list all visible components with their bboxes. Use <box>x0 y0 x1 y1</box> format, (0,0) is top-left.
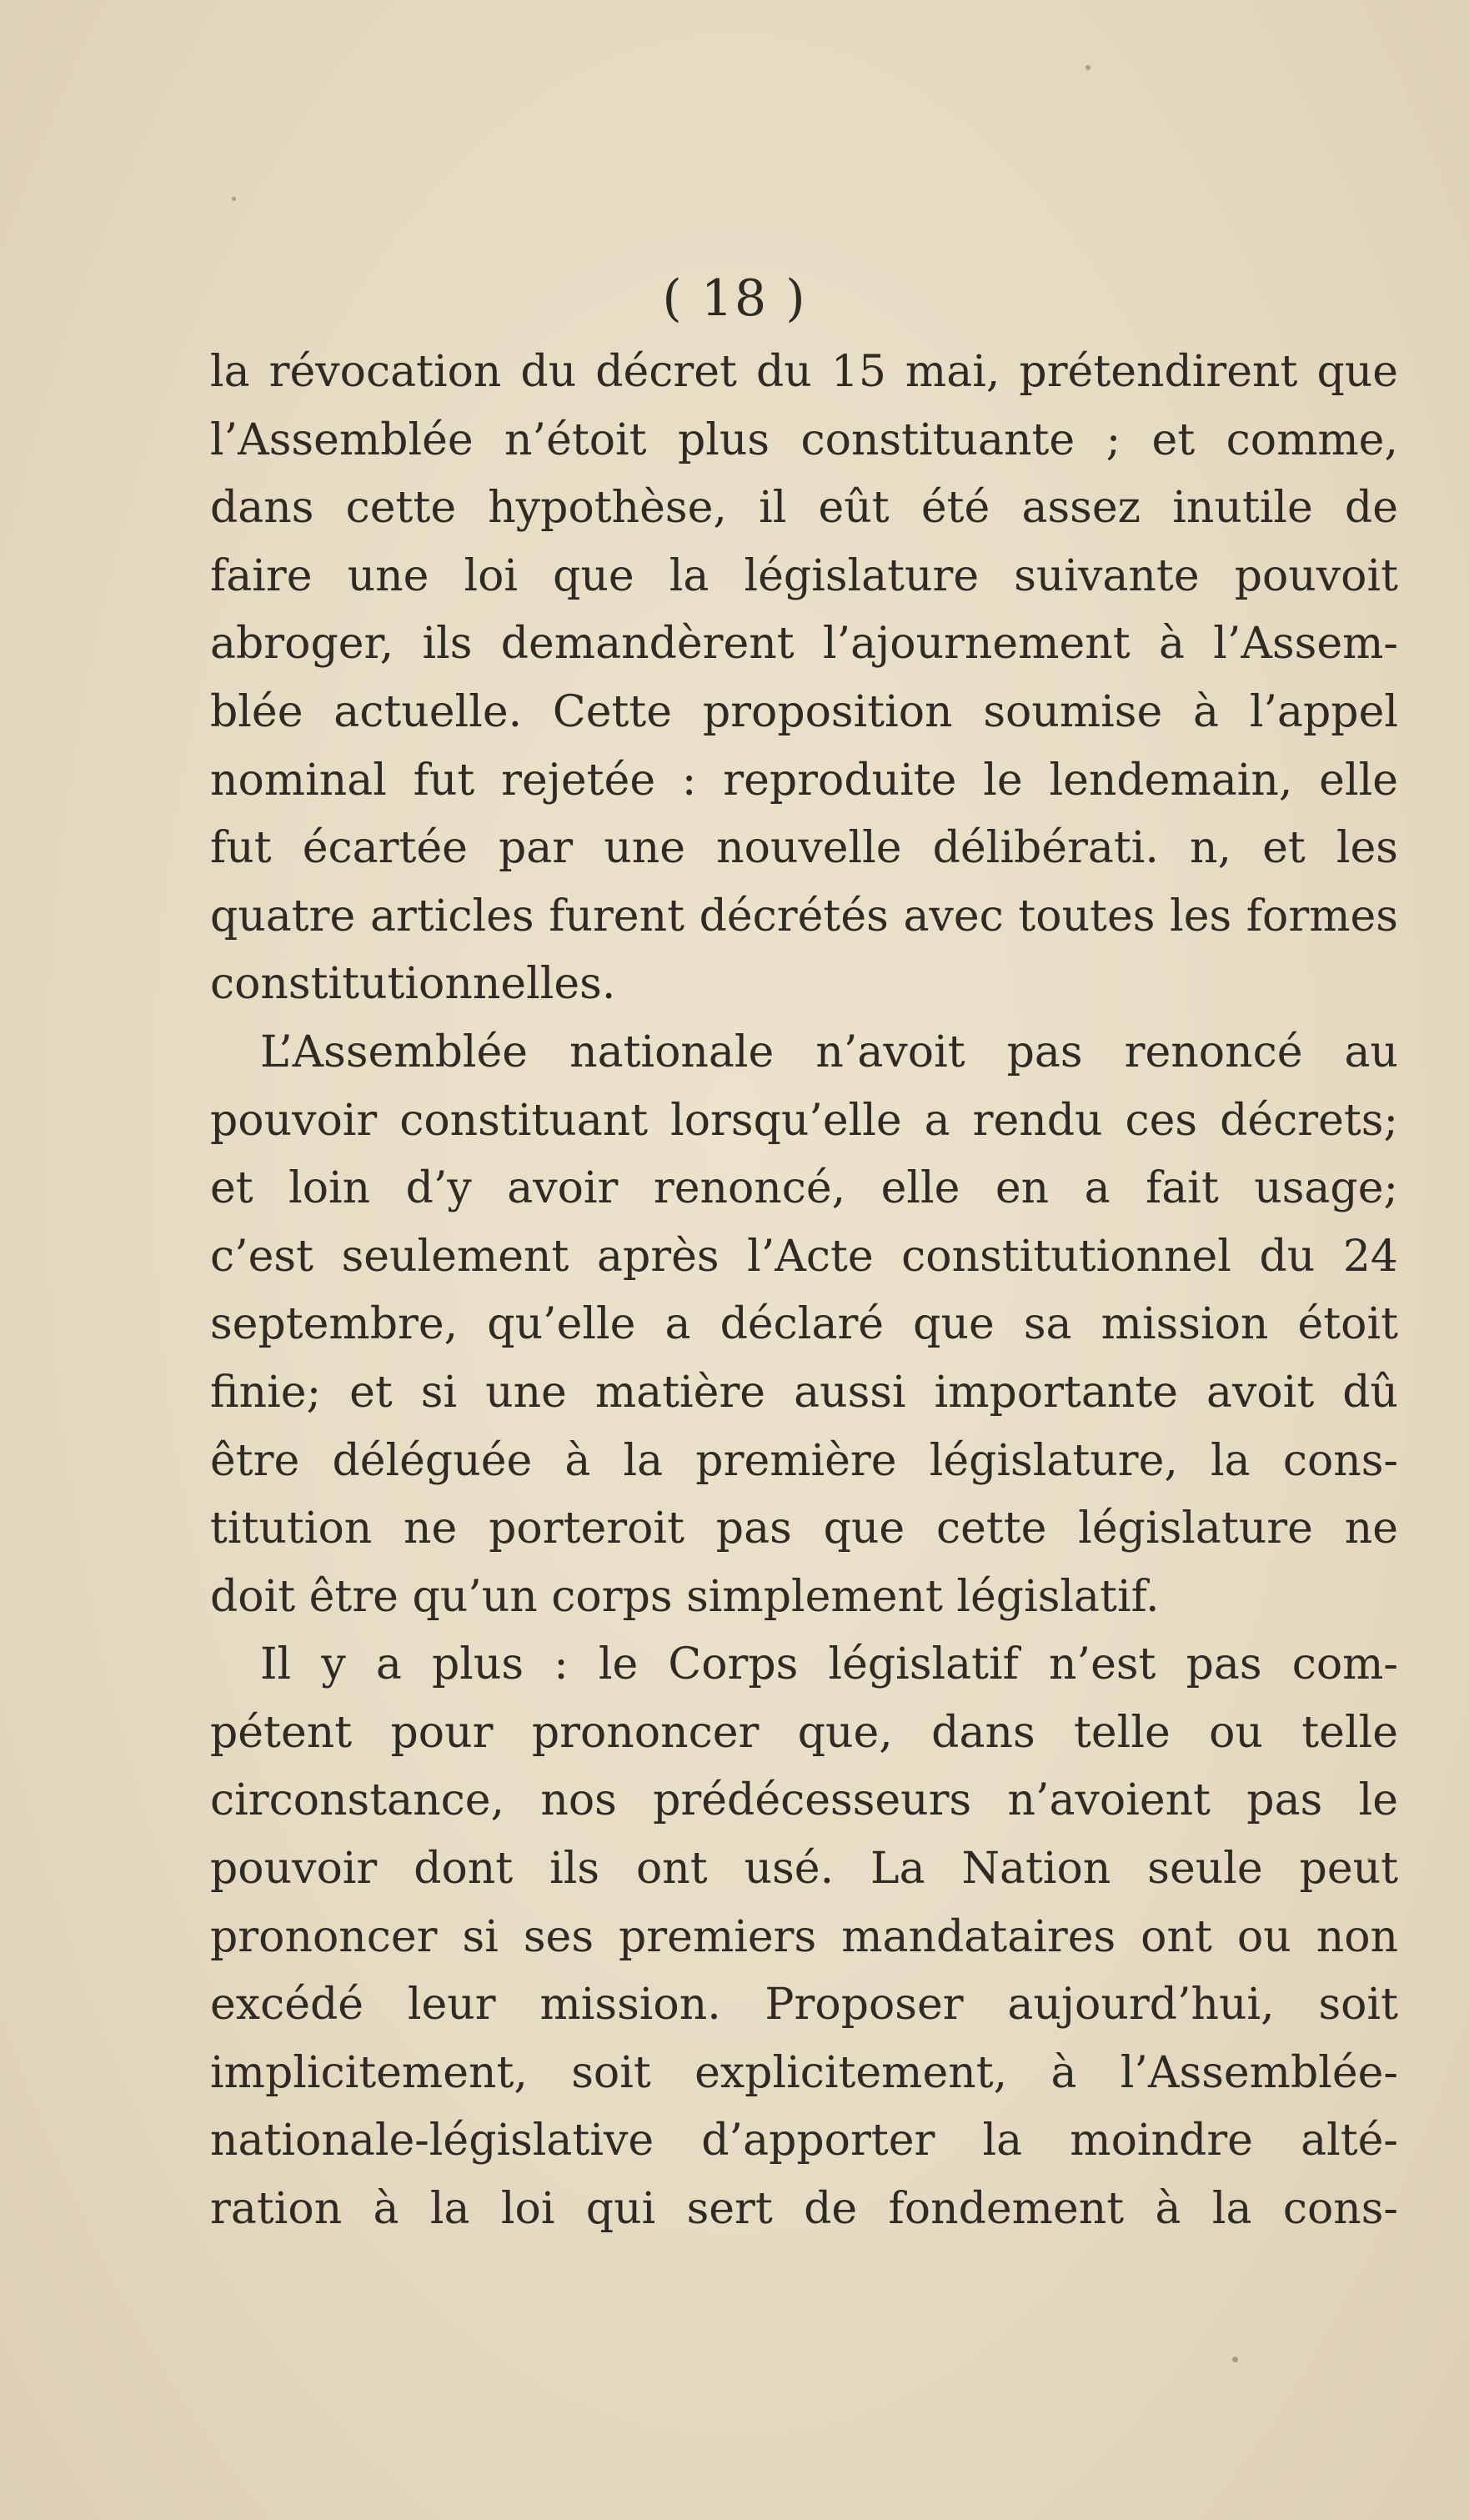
text-line: finie; et si une matière aussi importante avoit dû <box>210 1367 1398 1418</box>
text-line: doit être qu’un corps simplement législatif. <box>210 1571 1160 1622</box>
page-number: ( 18 ) <box>662 269 807 328</box>
text-line: nationale-législative d’apporter la moindre alté- <box>210 2116 1398 2166</box>
text-line: pouvoir dont ils ont usé. La Nation seule peut <box>210 1844 1398 1895</box>
ink-speck <box>1232 2357 1238 2362</box>
text-line: faire une loi que la législature suivante pouvoit <box>210 550 1398 601</box>
ink-speck <box>232 197 236 201</box>
text-line: excédé leur mission. Proposer aujourd’hui, soit <box>210 1980 1398 2031</box>
text-line: et loin d’y avoir renoncé, elle en a fait usage; <box>210 1163 1398 1214</box>
text-line: titution ne porteroit pas que cette législature ne <box>210 1503 1398 1554</box>
text-line: l’Assemblée n’étoit plus constituante ; et comme, <box>210 414 1398 465</box>
text-line: c’est seulement après l’Acte constitutionnel du 24 <box>210 1231 1398 1282</box>
text-line: prononcer si ses premiers mandataires ont ou non <box>210 1911 1398 1962</box>
text-line: pétent pour prononcer que, dans telle ou telle <box>210 1707 1398 1758</box>
text-line: abroger, ils demandèrent l’ajournement à l’Assem- <box>210 619 1398 670</box>
text-line: pouvoir constituant lorsqu’elle a rendu ces décrets; <box>210 1095 1398 1146</box>
text-line: constitutionnelles. <box>210 959 616 1010</box>
text-body <box>210 339 1398 2244</box>
text-line: être déléguée à la première législature, la cons- <box>210 1435 1398 1486</box>
text-line: septembre, qu’elle a déclaré que sa mission étoit <box>210 1299 1398 1350</box>
text-line: ration à la loi qui sert de fondement à la cons- <box>210 2184 1398 2235</box>
text-line: la révocation du décret du 15 mai, prétendirent que <box>210 347 1398 397</box>
text-line: nominal fut rejetée : reproduite le lendemain, elle <box>210 755 1398 806</box>
paragraph-start-line: L’Assemblée nationale n’avoit pas renoncé au <box>260 1027 1398 1077</box>
text-line: circonstance, nos prédécesseurs n’avoient pas le <box>210 1775 1398 1826</box>
text-line: fut écartée par une nouvelle délibérati. n, et les <box>210 823 1398 874</box>
text-line: implicitement, soit explicitement, à l’Assemblée- <box>210 2047 1398 2098</box>
paragraph-start-line: Il y a plus : le Corps législatif n’est pas com- <box>260 1639 1398 1690</box>
text-line: dans cette hypothèse, il eût été assez inutile de <box>210 483 1398 534</box>
text-line: quatre articles furent décrétés avec toutes les formes <box>210 891 1398 941</box>
ink-speck <box>1085 65 1090 70</box>
text-line: blée actuelle. Cette proposition soumise à l’appel <box>210 686 1398 737</box>
